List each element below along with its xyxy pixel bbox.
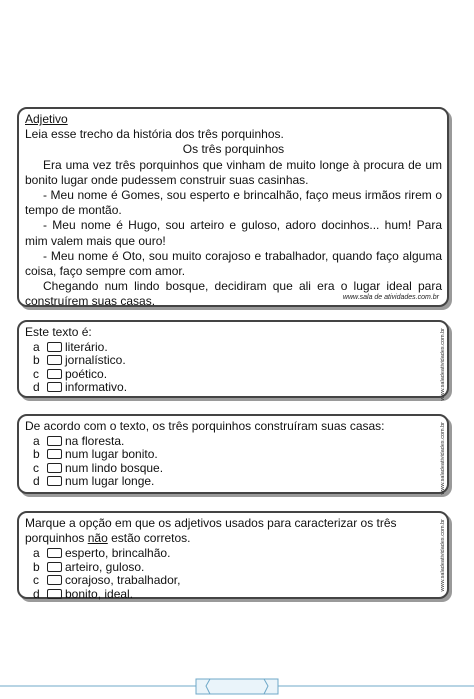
question-prompt: Este texto é: (25, 325, 92, 339)
option-letter: a (33, 546, 40, 561)
question-prompt: De acordo com o texto, os três porquinhos construíram suas casas: (25, 419, 385, 433)
checkbox[interactable] (47, 449, 62, 459)
option-c[interactable] (33, 461, 442, 475)
option-text: literário. (65, 339, 108, 354)
checkbox[interactable] (47, 355, 62, 365)
checkbox[interactable] (47, 476, 62, 486)
option-letter: b (33, 353, 40, 368)
option-a[interactable] (33, 340, 442, 354)
option-text: informativo. (65, 380, 128, 395)
prompt-line-2 (25, 531, 442, 546)
prompt-post: estão corretos. (107, 531, 191, 546)
checkbox[interactable] (47, 562, 62, 572)
option-b[interactable] (33, 448, 442, 462)
prompt-line-1: Marque a opção em que os adjetivos usados para caracterizar os três (25, 516, 397, 530)
option-text: bonito, ideal. (65, 586, 134, 601)
option-text: corajoso, trabalhador, (65, 573, 181, 588)
option-b[interactable] (33, 560, 442, 574)
story-paragraph: Era uma vez três porquinhos que vinham de muito longe à procura de um bonito lugar onde pudessem construir suas casinhas. (25, 157, 442, 187)
instruction: Leia esse trecho da história dos três porquinhos. (25, 127, 284, 142)
option-text: esperto, brincalhão. (65, 546, 171, 561)
option-text: num lugar longe. (65, 474, 155, 489)
option-letter: d (33, 586, 40, 601)
checkbox[interactable] (47, 548, 62, 558)
section-heading: Adjetivo (25, 112, 68, 126)
option-letter: b (33, 447, 40, 462)
checkbox[interactable] (47, 369, 62, 379)
option-a[interactable] (33, 546, 442, 560)
option-text: num lindo bosque. (65, 460, 164, 475)
story-title: Os três porquinhos (182, 142, 285, 157)
option-letter: b (33, 559, 40, 574)
checkbox[interactable] (47, 436, 62, 446)
option-letter: c (33, 366, 39, 381)
option-text: jornalístico. (65, 353, 126, 368)
option-b[interactable] (33, 354, 442, 368)
question-card-3 (17, 511, 449, 599)
option-text: na floresta. (65, 433, 125, 448)
side-credit: www.saladeatividades.com.br (440, 422, 446, 495)
option-d[interactable] (33, 475, 442, 489)
checkbox[interactable] (47, 463, 62, 473)
side-credit: www.saladeatividades.com.br (440, 328, 446, 401)
question-prompt (25, 516, 442, 546)
story-paragraph: - Meu nome é Gomes, sou esperto e brincalhão, faço meus irmãos rirem o tempo de montão. (25, 188, 442, 218)
passage-card (17, 107, 449, 307)
option-list (33, 434, 442, 488)
checkbox[interactable] (47, 342, 62, 352)
option-list (33, 340, 442, 394)
negation-underlined: não (87, 531, 108, 546)
option-letter: a (33, 433, 40, 448)
option-letter: d (33, 380, 40, 395)
option-d[interactable] (33, 381, 442, 395)
story-paragraph: - Meu nome é Oto, sou muito corajoso e trabalhador, quando faço alguma coisa, faço sempre com amor. (25, 248, 442, 279)
question-card-2 (17, 414, 449, 494)
footer-ornament (0, 675, 474, 699)
option-letter: d (33, 474, 40, 489)
option-a[interactable] (33, 434, 442, 448)
question-card-1 (17, 320, 449, 401)
option-letter: c (33, 573, 39, 588)
option-text: arteiro, guloso. (65, 559, 145, 574)
option-text: num lugar bonito. (65, 447, 158, 462)
option-text: poético. (65, 366, 108, 381)
site-credit: www.sala de atividades.com.br (342, 294, 439, 301)
checkbox[interactable] (47, 382, 62, 392)
option-letter: c (33, 460, 39, 475)
checkbox[interactable] (47, 575, 62, 585)
option-c[interactable] (33, 367, 442, 381)
option-list (33, 546, 442, 600)
option-d[interactable] (33, 587, 442, 601)
checkbox[interactable] (47, 589, 62, 599)
story-paragraph: Chegando num lindo bosque, decidiram que ali era o lugar ideal para construírem suas casas. (25, 279, 442, 309)
option-letter: a (33, 339, 40, 354)
story-paragraph: - Meu nome é Hugo, sou arteiro e guloso, adoro docinhos... hum! Para mim valem mais que ouro! (25, 218, 442, 248)
side-credit: www.saladeatividades.com.br (440, 519, 446, 592)
option-c[interactable] (33, 573, 442, 587)
prompt-pre: porquinhos (25, 531, 88, 546)
